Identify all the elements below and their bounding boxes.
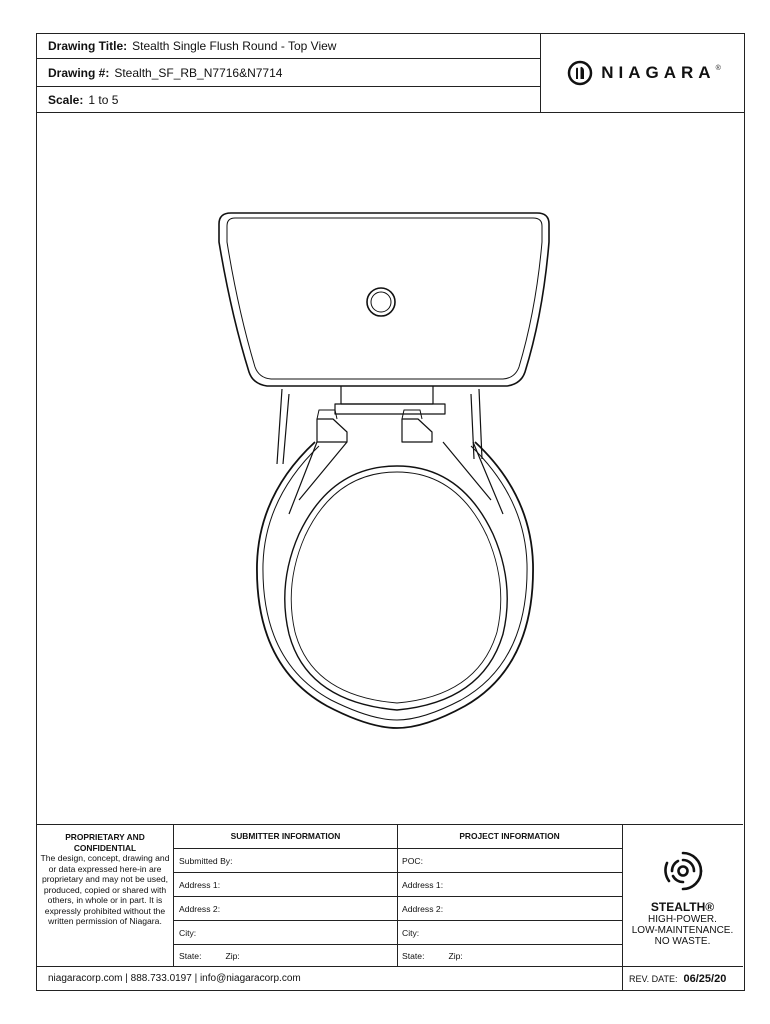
stealth-tagline-1: HIGH-POWER. <box>648 914 717 925</box>
scale-label: Scale: <box>48 92 84 107</box>
niagara-logo-mark: ® <box>715 64 721 72</box>
poc-label: POC: <box>402 855 424 866</box>
drawing-sheet <box>36 33 745 991</box>
rev-date-label: REV. DATE: <box>629 974 678 984</box>
drawing-title-row <box>37 34 540 59</box>
proprietary-notice <box>37 825 174 967</box>
poc-field[interactable] <box>397 848 622 872</box>
submitter-city-label: City: <box>179 927 197 938</box>
contact-bar <box>37 966 743 990</box>
contact-info: niagaracorp.com | 888.733.0197 | info@niagaracorp.com <box>48 973 301 984</box>
tank-outline <box>219 213 549 386</box>
submitter-address2-label: Address 2: <box>179 903 221 914</box>
drawing-title-label: Drawing Title: <box>48 39 128 53</box>
project-address1-label: Address 1: <box>402 879 444 890</box>
drawing-number-row <box>37 59 540 87</box>
niagara-logo-icon <box>567 60 593 86</box>
footer-panel <box>37 824 743 967</box>
submitted-by-field[interactable] <box>174 848 397 872</box>
submitted-by-label: Submitted By: <box>179 855 233 866</box>
stealth-brand-name: STEALTH® <box>650 900 715 914</box>
scale-value: 1 to 5 <box>88 92 119 107</box>
stealth-brand-block <box>622 825 743 967</box>
drawing-title-value: Stealth Single Flush Round - Top View <box>132 39 337 53</box>
bowl-side-left <box>277 389 289 464</box>
project-information <box>397 825 623 967</box>
submitter-address2-field[interactable] <box>174 896 397 920</box>
proprietary-text: The design, concept, drawing and or data expressed here-in are proprietary and may not be used, produced, copied or shared with others, in whole or in part. It is expressly prohibited without the written permission of Niagara. <box>40 853 170 926</box>
revision-date <box>622 967 743 991</box>
project-zip-label: Zip: <box>448 951 463 961</box>
project-state-label: State: <box>402 951 425 961</box>
submitter-heading: SUBMITTER INFORMATION <box>230 831 341 841</box>
project-heading: PROJECT INFORMATION <box>459 831 560 841</box>
submitter-address1-label: Address 1: <box>179 879 221 890</box>
submitter-state-zip-field[interactable] <box>174 944 397 967</box>
seat-outline <box>257 442 533 728</box>
bowl-side-right <box>471 389 482 459</box>
header-divider <box>37 112 744 113</box>
stealth-tagline-2: LOW-MAINTENANCE. <box>631 925 734 936</box>
stealth-swirl-icon <box>661 849 705 893</box>
niagara-logo <box>540 34 747 112</box>
toilet-top-view-drawing <box>37 114 743 824</box>
project-address1-field[interactable] <box>397 872 622 896</box>
project-state-zip-field[interactable] <box>397 944 622 967</box>
drawing-number-value: Stealth_SF_RB_N7716&N7714 <box>114 65 283 80</box>
rev-date-value: 06/25/20 <box>683 973 727 985</box>
proprietary-title: PROPRIETARY AND CONFIDENTIAL <box>65 832 145 853</box>
submitter-information <box>174 825 398 967</box>
submitter-state-label: State: <box>179 951 202 961</box>
niagara-logo-text: NIAGARA <box>601 63 716 82</box>
submitter-zip-label: Zip: <box>225 951 240 961</box>
submitter-address1-field[interactable] <box>174 872 397 896</box>
project-address2-label: Address 2: <box>402 903 444 914</box>
seat-hinge <box>341 386 433 404</box>
project-city-field[interactable] <box>397 920 622 944</box>
project-city-label: City: <box>402 927 420 938</box>
scale-row <box>37 87 540 112</box>
toilet-drawing-svg <box>37 114 743 824</box>
tank-inner-outline <box>227 218 542 379</box>
stealth-tagline-3: NO WASTE. <box>654 936 711 947</box>
project-address2-field[interactable] <box>397 896 622 920</box>
drawing-number-label: Drawing #: <box>48 65 110 80</box>
submitter-city-field[interactable] <box>174 920 397 944</box>
